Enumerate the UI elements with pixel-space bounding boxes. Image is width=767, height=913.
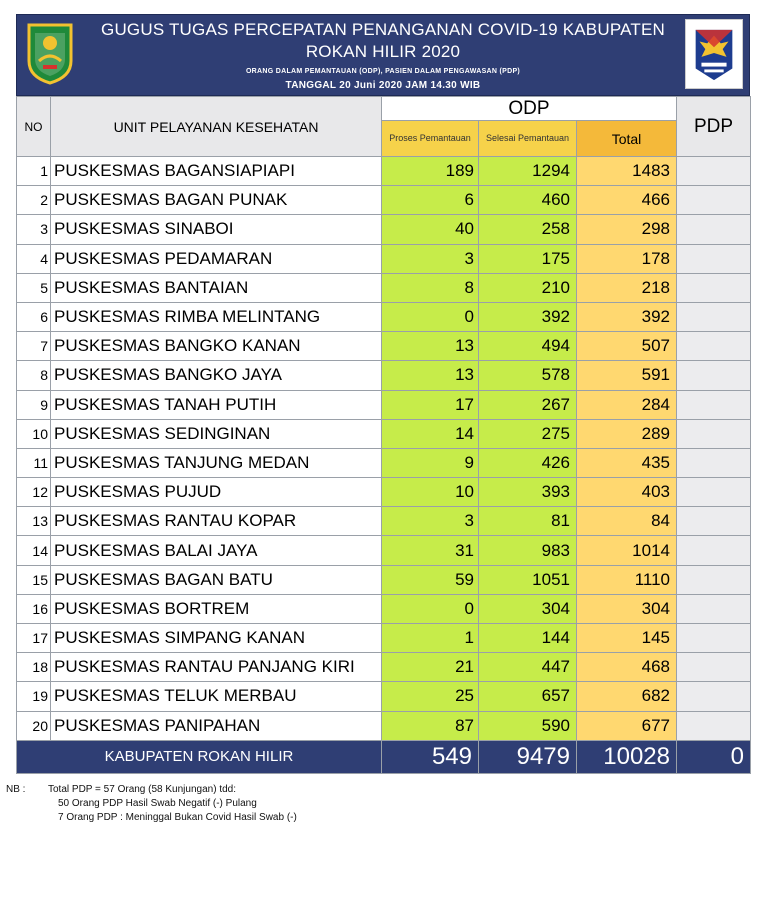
row-number: 1 (17, 157, 51, 186)
report-header (16, 14, 750, 96)
row-pdp (677, 536, 751, 565)
row-proses: 9 (382, 448, 479, 477)
row-pdp (677, 244, 751, 273)
row-total: 1014 (577, 536, 677, 565)
row-selesai: 144 (479, 624, 577, 653)
row-proses: 17 (382, 390, 479, 419)
row-pdp (677, 273, 751, 302)
rokan-hilir-crest-icon (25, 21, 75, 85)
row-total: 591 (577, 361, 677, 390)
table-row (17, 390, 751, 419)
row-pdp (677, 594, 751, 623)
row-number: 3 (17, 215, 51, 244)
row-total: 218 (577, 273, 677, 302)
row-unit-name: PUSKESMAS BAGAN BATU (51, 565, 382, 594)
row-unit-name: PUSKESMAS TELUK MERBAU (51, 682, 382, 711)
table-row (17, 478, 751, 507)
row-pdp (677, 682, 751, 711)
row-proses: 87 (382, 711, 479, 740)
footer-label: KABUPATEN ROKAN HILIR (17, 740, 382, 773)
row-pdp (677, 565, 751, 594)
row-proses: 59 (382, 565, 479, 594)
row-total: 1483 (577, 157, 677, 186)
row-unit-name: PUSKESMAS BAGAN PUNAK (51, 186, 382, 215)
row-selesai: 267 (479, 390, 577, 419)
header-no: NO (17, 97, 51, 157)
row-pdp (677, 332, 751, 361)
notes-prefix: NB : (6, 784, 26, 795)
row-number: 12 (17, 478, 51, 507)
row-proses: 189 (382, 157, 479, 186)
row-selesai: 81 (479, 507, 577, 536)
row-number: 13 (17, 507, 51, 536)
row-proses: 25 (382, 682, 479, 711)
odp-pdp-table (16, 96, 751, 774)
row-total: 682 (577, 682, 677, 711)
row-selesai: 460 (479, 186, 577, 215)
report-subtitle: ORANG DALAM PEMANTAUAN (ODP), PASIEN DALAM PENGAWASAN (PDP) (245, 68, 521, 75)
row-number: 4 (17, 244, 51, 273)
row-number: 7 (17, 332, 51, 361)
row-unit-name: PUSKESMAS RANTAU KOPAR (51, 507, 382, 536)
table-row (17, 186, 751, 215)
row-total: 403 (577, 478, 677, 507)
row-unit-name: PUSKESMAS TANJUNG MEDAN (51, 448, 382, 477)
row-proses: 21 (382, 653, 479, 682)
row-selesai: 392 (479, 302, 577, 331)
header-unit: UNIT PELAYANAN KESEHATAN (51, 97, 382, 157)
row-number: 17 (17, 624, 51, 653)
row-unit-name: PUSKESMAS PUJUD (51, 478, 382, 507)
row-selesai: 983 (479, 536, 577, 565)
row-total: 677 (577, 711, 677, 740)
title-line-2: ROKAN HILIR 2020 (305, 42, 461, 61)
row-selesai: 1051 (479, 565, 577, 594)
row-number: 8 (17, 361, 51, 390)
row-unit-name: PUSKESMAS TANAH PUTIH (51, 390, 382, 419)
row-proses: 1 (382, 624, 479, 653)
row-unit-name: PUSKESMAS BANGKO JAYA (51, 361, 382, 390)
header-selesai: Selesai Pemantauan (479, 121, 577, 157)
row-unit-name: PUSKESMAS BAGANSIAPIAPI (51, 157, 382, 186)
row-pdp (677, 507, 751, 536)
row-pdp (677, 624, 751, 653)
footer-selesai: 9479 (479, 740, 577, 773)
row-unit-name: PUSKESMAS PEDAMARAN (51, 244, 382, 273)
row-proses: 0 (382, 594, 479, 623)
row-total: 435 (577, 448, 677, 477)
table-row (17, 332, 751, 361)
table-row (17, 565, 751, 594)
row-proses: 13 (382, 361, 479, 390)
report-date: TANGGAL 20 Juni 2020 JAM 14.30 WIB (285, 80, 481, 91)
row-number: 18 (17, 653, 51, 682)
row-pdp (677, 302, 751, 331)
table-row (17, 624, 751, 653)
row-selesai: 275 (479, 419, 577, 448)
row-pdp (677, 711, 751, 740)
table-row (17, 536, 751, 565)
notes-line-1: Total PDP = 57 Orang (58 Kunjungan) tdd: (48, 784, 236, 795)
row-total: 304 (577, 594, 677, 623)
row-unit-name: PUSKESMAS RANTAU PANJANG KIRI (51, 653, 382, 682)
row-selesai: 175 (479, 244, 577, 273)
row-pdp (677, 157, 751, 186)
row-pdp (677, 653, 751, 682)
row-selesai: 578 (479, 361, 577, 390)
row-selesai: 426 (479, 448, 577, 477)
table-row (17, 244, 751, 273)
row-total: 392 (577, 302, 677, 331)
title-line-1: GUGUS TUGAS PERCEPATAN PENANGANAN COVID-19 KABUPATEN (101, 20, 665, 39)
row-proses: 8 (382, 273, 479, 302)
row-total: 284 (577, 390, 677, 419)
row-selesai: 258 (479, 215, 577, 244)
row-proses: 3 (382, 507, 479, 536)
notes-line-3: 7 Orang PDP : Meninggal Bukan Covid Hasil Swab (-) (58, 812, 297, 823)
table-row (17, 594, 751, 623)
row-proses: 13 (382, 332, 479, 361)
row-selesai: 447 (479, 653, 577, 682)
row-unit-name: PUSKESMAS SIMPANG KANAN (51, 624, 382, 653)
row-pdp (677, 361, 751, 390)
header-proses: Proses Pemantauan (382, 121, 479, 157)
row-number: 5 (17, 273, 51, 302)
row-pdp (677, 478, 751, 507)
row-number: 16 (17, 594, 51, 623)
row-number: 19 (17, 682, 51, 711)
table-footer-row (17, 740, 751, 773)
row-number: 10 (17, 419, 51, 448)
row-pdp (677, 215, 751, 244)
row-total: 466 (577, 186, 677, 215)
table-row (17, 682, 751, 711)
header-odp: ODP (382, 97, 677, 121)
row-proses: 40 (382, 215, 479, 244)
row-number: 2 (17, 186, 51, 215)
report-sheet (16, 14, 750, 774)
row-unit-name: PUSKESMAS RIMBA MELINTANG (51, 302, 382, 331)
row-total: 468 (577, 653, 677, 682)
footer-pdp: 0 (677, 740, 751, 773)
row-total: 145 (577, 624, 677, 653)
row-number: 6 (17, 302, 51, 331)
footer-total: 10028 (577, 740, 677, 773)
table-row (17, 157, 751, 186)
row-number: 14 (17, 536, 51, 565)
row-pdp (677, 186, 751, 215)
row-number: 11 (17, 448, 51, 477)
table-row (17, 419, 751, 448)
row-number: 15 (17, 565, 51, 594)
table-row (17, 711, 751, 740)
row-proses: 0 (382, 302, 479, 331)
table-row (17, 361, 751, 390)
row-unit-name: PUSKESMAS BANTAIAN (51, 273, 382, 302)
row-selesai: 210 (479, 273, 577, 302)
table-row (17, 302, 751, 331)
row-unit-name: PUSKESMAS SEDINGINAN (51, 419, 382, 448)
row-selesai: 590 (479, 711, 577, 740)
row-proses: 31 (382, 536, 479, 565)
table-row (17, 448, 751, 477)
row-total: 289 (577, 419, 677, 448)
row-total: 84 (577, 507, 677, 536)
table-row (17, 273, 751, 302)
row-total: 178 (577, 244, 677, 273)
row-proses: 14 (382, 419, 479, 448)
row-proses: 3 (382, 244, 479, 273)
row-pdp (677, 390, 751, 419)
row-pdp (677, 448, 751, 477)
row-total: 298 (577, 215, 677, 244)
table-row (17, 507, 751, 536)
row-unit-name: PUSKESMAS PANIPAHAN (51, 711, 382, 740)
row-selesai: 393 (479, 478, 577, 507)
row-unit-name: PUSKESMAS BALAI JAYA (51, 536, 382, 565)
row-selesai: 657 (479, 682, 577, 711)
row-proses: 10 (382, 478, 479, 507)
row-number: 20 (17, 711, 51, 740)
header-pdp: PDP (677, 97, 751, 157)
row-unit-name: PUSKESMAS BORTREM (51, 594, 382, 623)
row-proses: 6 (382, 186, 479, 215)
row-selesai: 304 (479, 594, 577, 623)
row-number: 9 (17, 390, 51, 419)
row-total: 1110 (577, 565, 677, 594)
footer-proses: 549 (382, 740, 479, 773)
row-unit-name: PUSKESMAS SINABOI (51, 215, 382, 244)
row-selesai: 494 (479, 332, 577, 361)
row-unit-name: PUSKESMAS BANGKO KANAN (51, 332, 382, 361)
table-row (17, 653, 751, 682)
row-total: 507 (577, 332, 677, 361)
bnpb-garuda-logo-icon (685, 19, 743, 89)
row-pdp (677, 419, 751, 448)
report-title (87, 19, 679, 63)
table-row (17, 215, 751, 244)
header-total: Total (577, 121, 677, 157)
row-selesai: 1294 (479, 157, 577, 186)
notes-line-2: 50 Orang PDP Hasil Swab Negatif (-) Pulang (58, 798, 257, 809)
